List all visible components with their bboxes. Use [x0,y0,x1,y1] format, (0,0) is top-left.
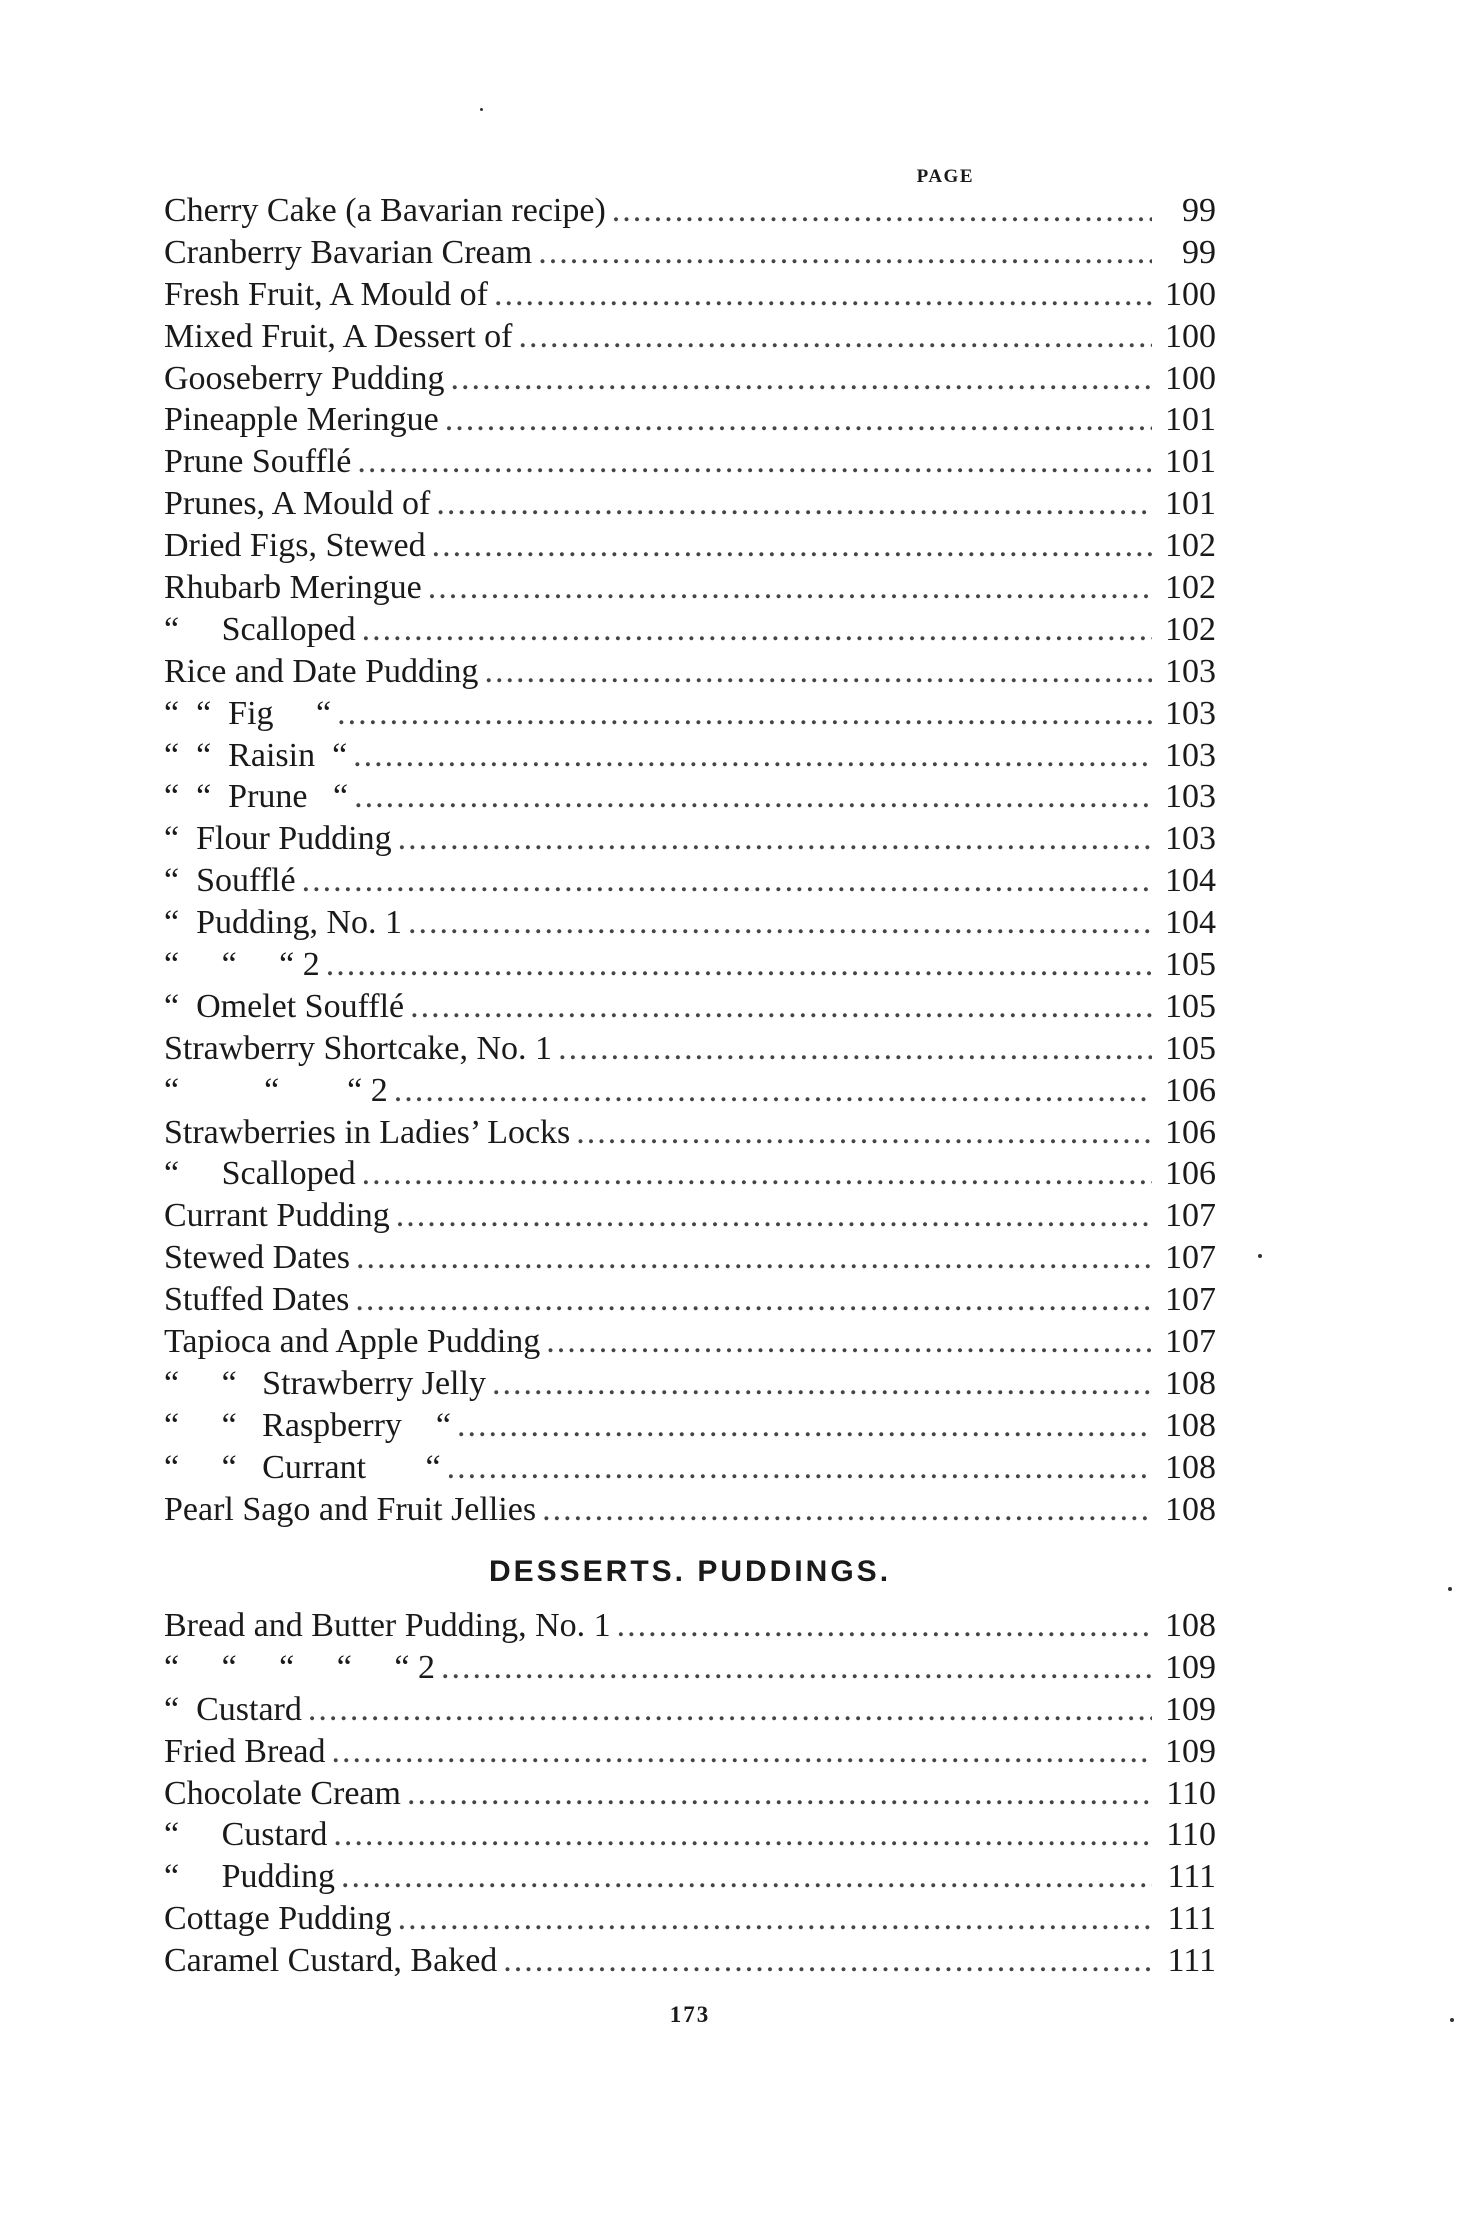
entry-page-number: 101 [1165,443,1216,481]
entry-title: Gooseberry Pudding [164,359,445,397]
dot-leader [518,316,1152,358]
entry-title: “ Pudding [164,1858,335,1896]
entry-title: Cranberry Bavarian Cream [164,233,533,271]
dot-leader [398,1898,1152,1940]
dot-leader [492,1363,1152,1405]
entry-page-number: 102 [1165,527,1216,565]
entry-title: “ “ Fig “ [164,694,332,732]
dot-leader [337,693,1152,735]
entry-title: Tapioca and Apple Pudding [164,1323,541,1361]
dot-leader [355,1279,1152,1321]
dot-leader [503,1940,1152,1982]
index-entry [164,1773,1216,1815]
page-column-header: PAGE [916,166,974,187]
index-entry [164,944,1216,986]
entry-page-number: 100 [1165,359,1216,397]
dot-leader [408,902,1152,944]
entry-title: Stuffed Dates [164,1281,350,1319]
entry-page-number: 107 [1165,1323,1216,1361]
entry-title: Pineapple Meringue [164,401,439,439]
index-entry [164,1689,1216,1731]
index-entry [164,399,1216,441]
index-entry [164,190,1216,232]
entry-title: Cherry Cake (a Bavarian recipe) [164,192,606,229]
entry-page-number: 103 [1165,778,1216,816]
entry-title: “ “ Currant “ [164,1448,441,1486]
index-entry [164,902,1216,944]
entry-title: Prunes, A Mould of [164,485,431,523]
entry-title: “ Soufflé [164,862,296,900]
dot-leader [396,1195,1152,1237]
entry-page-number: 108 [1165,1490,1216,1528]
entry-title: Strawberries in Ladies’ Locks [164,1113,571,1151]
entry-title: “ “ “ “ “ 2 [164,1648,435,1686]
dot-leader [302,860,1152,902]
dot-leader [558,1028,1152,1070]
entry-page-number: 111 [1167,1942,1216,1980]
entry-page-number: 105 [1165,987,1216,1025]
index-entry [164,1195,1216,1237]
print-speck [480,108,483,111]
index-entry [164,1028,1216,1070]
index-entry [164,483,1216,525]
entry-title: Chocolate Cream [164,1774,401,1812]
dot-leader [308,1689,1152,1731]
entry-page-number: 104 [1165,904,1216,942]
index-entry [164,735,1216,777]
entry-page-number: 104 [1165,862,1216,900]
dot-leader [576,1112,1152,1154]
dot-leader [441,1647,1152,1689]
entry-title: “ “ “ 2 [164,1071,388,1109]
entry-title: Strawberry Shortcake, No. 1 [164,1029,553,1067]
print-speck [1450,2018,1454,2022]
entry-page-number: 109 [1165,1648,1216,1686]
entry-page-number: 108 [1165,1448,1216,1486]
entry-title: “ Scalloped [164,1155,356,1193]
index-entry [164,609,1216,651]
entry-page-number: 110 [1166,1816,1216,1854]
index-entry [164,316,1216,358]
entry-page-number: 109 [1165,1732,1216,1770]
entry-page-number: 101 [1165,401,1216,439]
entry-title: “ Flour Pudding [164,820,392,858]
index-entry [164,1112,1216,1154]
dot-leader [333,1814,1152,1856]
entry-page-number: 106 [1165,1071,1216,1109]
entry-page-number: 108 [1165,1364,1216,1402]
entry-title: “ “ Raisin “ [164,736,348,774]
dot-leader [362,609,1152,651]
entry-page-number: 106 [1165,1155,1216,1193]
index-entry [164,567,1216,609]
entry-page-number: 99 [1182,233,1216,271]
entry-title: “ “ “ 2 [164,946,320,984]
entry-title: Rhubarb Meringue [164,569,422,607]
dot-leader [450,358,1152,400]
dot-leader [394,1070,1152,1112]
entry-page-number: 103 [1165,694,1216,732]
index-entry [164,1605,1216,1647]
entry-page-number: 105 [1165,1029,1216,1067]
entry-page-number: 100 [1165,317,1216,355]
index-entry [164,1898,1216,1940]
index-entry [164,986,1216,1028]
entry-page-number: 107 [1165,1197,1216,1235]
entry-title: “ Omelet Soufflé [164,987,405,1025]
dot-leader [447,1447,1152,1489]
index-entry [164,776,1216,818]
entry-page-number: 103 [1165,736,1216,774]
entry-title: “ “ Strawberry Jelly [164,1364,486,1402]
entry-title: “ Custard [164,1690,302,1728]
dot-leader [354,776,1152,818]
entry-title: Rice and Date Pudding [164,652,479,690]
entry-page-number: 109 [1165,1690,1216,1728]
entry-title: Fresh Fruit, A Mould of [164,275,488,313]
index-entry [164,358,1216,400]
index-entry [164,1363,1216,1405]
index-entry [164,1447,1216,1489]
dot-leader [341,1856,1152,1898]
dot-leader [436,483,1152,525]
entry-page-number: 102 [1165,610,1216,648]
dot-leader [445,399,1152,441]
entry-page-number: 110 [1166,1774,1216,1812]
entry-title: Stewed Dates [164,1239,351,1277]
page-number: 173 [669,2002,711,2027]
dot-leader [362,1153,1152,1195]
entry-page-number: 111 [1167,1858,1216,1896]
print-speck [1448,1587,1452,1591]
dot-leader [494,274,1152,316]
entry-page-number: 106 [1165,1113,1216,1151]
index-entry [164,1279,1216,1321]
index-entry [164,441,1216,483]
entry-page-number: 105 [1165,946,1216,984]
print-speck [1258,1254,1262,1258]
entry-title: Pearl Sago and Fruit Jellies [164,1490,537,1528]
dot-leader [484,651,1152,693]
dot-leader [331,1731,1152,1773]
dot-leader [612,190,1152,232]
index-entry [164,274,1216,316]
entry-title: “ “ Raspberry “ [164,1406,452,1444]
entry-title: “ “ Prune “ [164,778,349,816]
entry-title: Cottage Pudding [164,1900,392,1938]
entry-title: Fried Bread [164,1732,326,1770]
dot-leader [407,1773,1152,1815]
entry-page-number: 103 [1165,820,1216,858]
dot-leader [542,1489,1152,1531]
entry-title: “ Custard [164,1816,328,1854]
dot-leader [432,525,1152,567]
entry-page-number: 108 [1165,1607,1216,1644]
section-title: DESSERTS. PUDDINGS. [488,1555,892,1588]
entry-title: Mixed Fruit, A Dessert of [164,317,513,355]
index-entry [164,1070,1216,1112]
dot-leader [357,441,1152,483]
entry-page-number: 102 [1165,569,1216,607]
entry-title: Caramel Custard, Baked [164,1942,498,1980]
entry-title: Currant Pudding [164,1197,390,1235]
entry-title: Dried Figs, Stewed [164,527,426,565]
dot-leader [398,818,1152,860]
entry-page-number: 108 [1165,1406,1216,1444]
index-entry [164,693,1216,735]
entry-title: Bread and Butter Pudding, No. 1 [164,1607,611,1644]
index-entry [164,525,1216,567]
dot-leader [546,1321,1152,1363]
entry-title: “ Pudding, No. 1 [164,904,402,942]
entry-title: “ Scalloped [164,610,356,648]
index-entry [164,1321,1216,1363]
dot-leader [428,567,1152,609]
index-entry [164,1856,1216,1898]
entry-page-number: 107 [1165,1239,1216,1277]
entry-page-number: 100 [1165,275,1216,313]
entry-title: Prune Soufflé [164,443,352,481]
index-list-puddings [164,1605,1216,1982]
dot-leader [410,986,1152,1028]
entry-page-number: 101 [1165,485,1216,523]
entry-page-number: 107 [1165,1281,1216,1319]
dot-leader [353,735,1152,777]
index-entry [164,1940,1216,1982]
index-entry [164,1647,1216,1689]
index-entry [164,1405,1216,1447]
entry-page-number: 111 [1167,1900,1216,1938]
entry-page-number: 99 [1182,192,1216,229]
index-entry [164,1153,1216,1195]
dot-leader [356,1237,1152,1279]
index-entry [164,818,1216,860]
dot-leader [617,1605,1152,1647]
index-entry [164,1237,1216,1279]
dot-leader [457,1405,1152,1447]
index-entry [164,860,1216,902]
dot-leader [538,232,1152,274]
index-entry [164,1731,1216,1773]
index-entry [164,1814,1216,1856]
dot-leader [326,944,1152,986]
index-entry [164,1489,1216,1531]
index-entry [164,232,1216,274]
index-list-fruit-desserts [164,190,1216,1531]
entry-page-number: 103 [1165,652,1216,690]
index-entry [164,651,1216,693]
